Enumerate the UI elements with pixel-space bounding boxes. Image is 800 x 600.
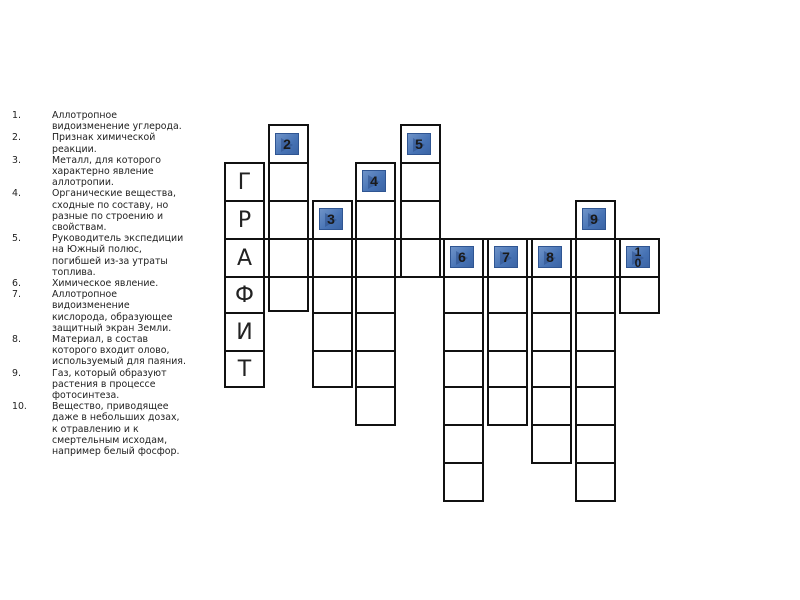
clue-number: 2.: [12, 132, 21, 144]
crossword-cell[interactable]: [443, 386, 484, 426]
crossword-cell[interactable]: [355, 238, 396, 278]
crossword-cell[interactable]: [443, 350, 484, 388]
crossword-cell[interactable]: [443, 462, 484, 502]
crossword-cell[interactable]: [487, 386, 528, 426]
crossword-cell[interactable]: [443, 424, 484, 464]
badge-label: 9: [590, 211, 598, 227]
badge-label: 7: [502, 249, 510, 265]
clue-number: 10.: [12, 401, 27, 413]
crossword-cell[interactable]: [400, 162, 441, 202]
crossword-cell[interactable]: [443, 312, 484, 352]
clue-number: 4.: [12, 188, 21, 200]
answer-letter: Т: [237, 356, 252, 382]
badge-label: 2: [283, 136, 291, 152]
clue-number-badge: [538, 246, 562, 268]
clue-number-badge: [626, 246, 650, 268]
badge-label: 4: [370, 173, 378, 189]
crossword-cell[interactable]: [312, 312, 353, 352]
clue-text: Руководитель экспедиции на Южный полюс, погибшей из-за утраты топлива.: [52, 233, 184, 278]
answer-letter: Ф: [235, 282, 254, 308]
clue-number-badge: [582, 208, 606, 230]
crossword-cell[interactable]: [487, 350, 528, 388]
clue-text: Газ, который образуют растения в процессе фотосинтеза.: [52, 367, 167, 402]
clue-number: 7.: [12, 289, 21, 301]
answer-letter: Г: [237, 169, 252, 195]
crossword-cell[interactable]: [575, 350, 616, 388]
clue-number-badge: [407, 133, 431, 155]
crossword-cell[interactable]: [531, 276, 572, 314]
crossword-cell[interactable]: [531, 386, 572, 426]
crossword-cell[interactable]: [355, 350, 396, 388]
crossword-cell[interactable]: [400, 200, 441, 240]
clue-number-badge: [450, 246, 474, 268]
badge-label: 6: [458, 249, 466, 265]
clue-number: 8.: [12, 334, 21, 346]
clue-text: Металл, для которого характерно явление аллотропии.: [52, 154, 162, 189]
clue-number: 6.: [12, 278, 21, 290]
answer-letter: Р: [237, 207, 252, 233]
clue-text: Химическое явление.: [52, 278, 159, 290]
answer-cell: [224, 162, 265, 202]
badge-label: 10: [634, 246, 642, 268]
clue-number: 1.: [12, 110, 21, 121]
clue-text: Аллотропное видоизменение углерода.: [52, 110, 182, 133]
crossword-cell[interactable]: [531, 424, 572, 464]
clue-text: Вещество, приводящее даже в небольших дозах, к отравлению и к смертельным исходам, например белый фосфор.: [52, 401, 180, 458]
answer-cell: [224, 276, 265, 314]
crossword-cell[interactable]: [531, 350, 572, 388]
clue-number: 5.: [12, 233, 21, 245]
answer-letter: И: [236, 319, 253, 345]
crossword-cell[interactable]: [575, 386, 616, 426]
crossword-cell[interactable]: [268, 200, 309, 240]
crossword-cell[interactable]: [355, 200, 396, 240]
crossword-cell[interactable]: [443, 276, 484, 314]
crossword-cell[interactable]: [487, 312, 528, 352]
answer-letter: А: [236, 245, 253, 271]
crossword-cell[interactable]: [575, 462, 616, 502]
clue-text: Материал, в состав которого входит олово, используемый для паяния.: [52, 334, 186, 368]
crossword-cell[interactable]: [531, 312, 572, 352]
crossword-cell[interactable]: [268, 238, 309, 278]
crossword-cell[interactable]: [268, 276, 309, 312]
answer-cell: [224, 238, 265, 278]
crossword-cell[interactable]: [355, 386, 396, 426]
clue-number-badge: [362, 170, 386, 192]
badge-label: 3: [327, 211, 335, 227]
crossword-cell[interactable]: [619, 276, 660, 314]
crossword-cell[interactable]: [487, 276, 528, 314]
crossword-cell[interactable]: [312, 238, 353, 278]
clue-number: 9.: [12, 367, 21, 379]
crossword-cell[interactable]: [400, 238, 441, 278]
answer-cell: [224, 200, 265, 240]
crossword-cell[interactable]: [312, 350, 353, 388]
crossword-cell[interactable]: [575, 312, 616, 352]
crossword-cell[interactable]: [355, 276, 396, 314]
crossword-cell[interactable]: [268, 162, 309, 202]
crossword-cell[interactable]: [575, 238, 616, 278]
clue-number-badge: [494, 246, 518, 268]
crossword-cell[interactable]: [312, 276, 353, 314]
clue-number-badge: [319, 208, 343, 230]
clue-number-badge: [275, 133, 299, 155]
clue-text: Органические вещества, сходные по составу, но разные по строению и свойствам.: [52, 188, 176, 234]
clue-number: 3.: [12, 154, 21, 166]
crossword-cell[interactable]: [575, 276, 616, 314]
crossword-cell[interactable]: [575, 424, 616, 464]
answer-cell: [224, 312, 265, 352]
answer-cell: [224, 350, 265, 388]
clue-text: Аллотропное видоизменение кислорода, образующее защитный экран Земли.: [52, 289, 173, 334]
badge-label: 5: [415, 136, 423, 152]
clue-text: Признак химической реакции.: [52, 132, 156, 155]
crossword-cell[interactable]: [355, 312, 396, 352]
badge-label: 8: [546, 249, 554, 265]
